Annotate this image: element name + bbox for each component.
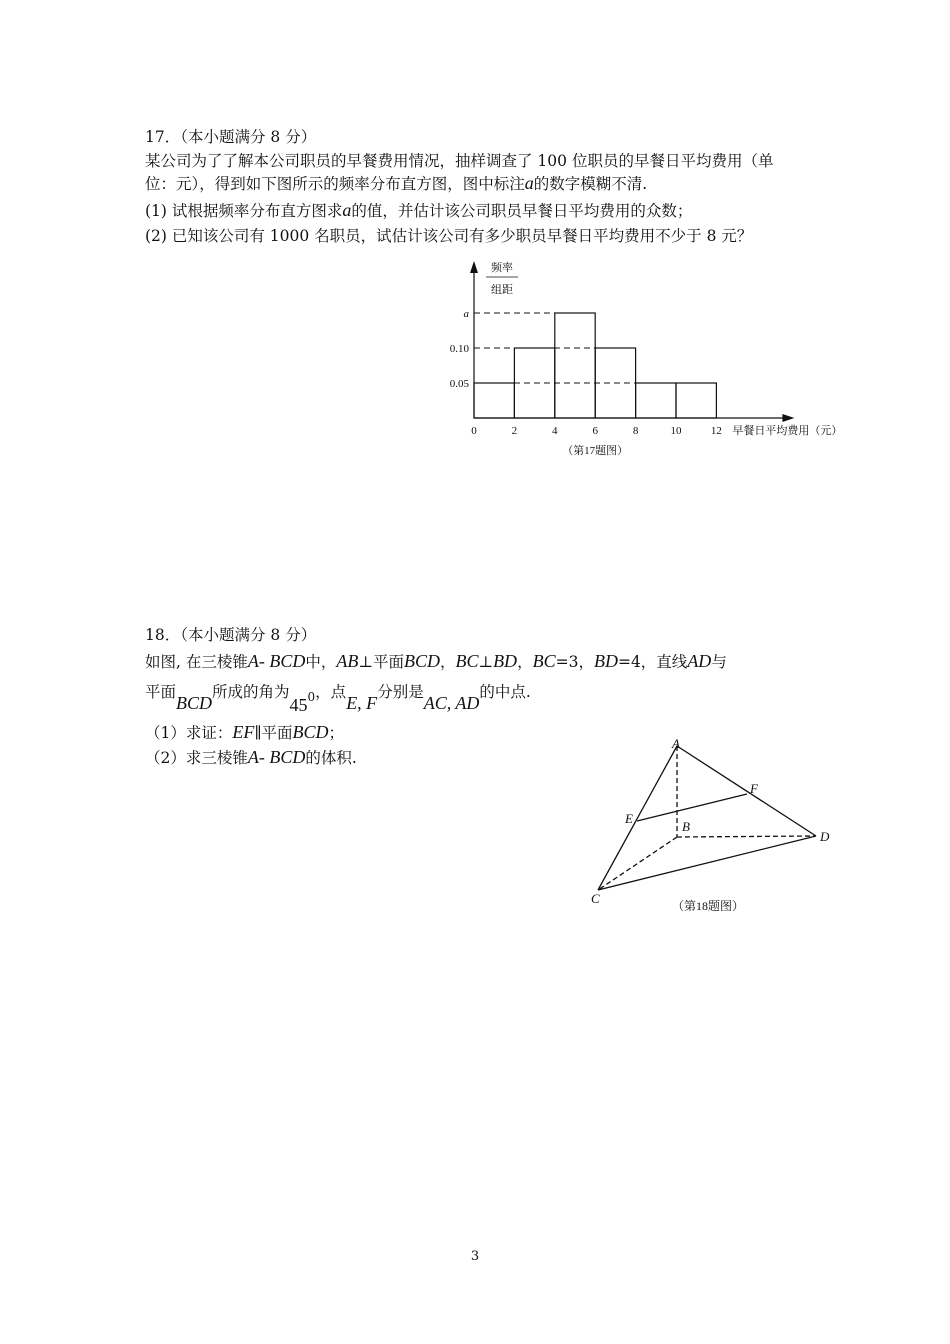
q18-l1-t2: 中， xyxy=(305,653,337,671)
q18-s1-m1: EF xyxy=(232,722,255,742)
q17-sub1-var-a: a xyxy=(342,200,352,220)
q18-s1-t2: ∥平面 xyxy=(254,724,293,742)
edge-BC xyxy=(598,837,677,890)
q18-title: 18．（本小题满分 8 分） xyxy=(145,626,317,644)
q18-l1-t1: 如图, 在三棱锥 xyxy=(145,653,248,671)
q18-s2-t1: （2）求三棱锥 xyxy=(145,749,248,767)
q18-l1-m1: A- BCD xyxy=(247,651,306,671)
q18-l1-m2: AB xyxy=(336,651,359,671)
q18-l2-t3: ，点 xyxy=(315,683,347,701)
q17-text-line2a: 位：元），得到如下图所示的频率分布直方图，图中标注 xyxy=(145,175,525,193)
edge-AD xyxy=(677,746,816,836)
histogram-bar xyxy=(636,383,676,418)
y-value-label: a xyxy=(463,308,469,320)
y-value-label: 0.10 xyxy=(449,343,469,355)
x-tick-label: 10 xyxy=(670,425,682,437)
label-D: D xyxy=(820,829,830,844)
histogram-bar xyxy=(514,348,554,418)
q18-l1-m8: AD xyxy=(687,651,712,671)
q18-l2-m1: BCD xyxy=(176,693,213,713)
q17-text-line1: 某公司为了了解本公司职员的早餐费用情况，抽样调查了 100 位职员的早餐日平均费用（单 xyxy=(145,152,774,170)
q17-sub1-a: (1) 试根据频率分布直方图求 xyxy=(145,202,343,220)
q17-title: 17．（本小题满分 8 分） xyxy=(145,128,317,146)
q18-l1-t7: =3， xyxy=(555,653,594,671)
q17-sub1-b: 的值，并估计该公司职员早餐日平均费用的众数； xyxy=(351,202,693,220)
q18-caption: （第18题图） xyxy=(672,899,745,913)
edge-CD xyxy=(598,836,816,890)
label-C: C xyxy=(591,891,600,906)
q18-s1-t1: （1）求证： xyxy=(145,724,233,742)
x-axis-arrow xyxy=(782,414,794,422)
x-tick-label: 6 xyxy=(592,425,598,437)
q18-l1-t4: ， xyxy=(439,653,456,671)
q18-l1-m6: BC xyxy=(532,651,556,671)
y-value-label: 0.05 xyxy=(449,378,469,390)
x-axis-label: 早餐日平均费用（元） xyxy=(732,425,843,437)
x-tick-label: 0 xyxy=(471,425,477,437)
q18-l1-t9: 与 xyxy=(711,653,727,671)
label-F: F xyxy=(750,781,758,796)
q18-s1-t3: ； xyxy=(328,724,345,742)
q18-l1-m7: BD xyxy=(593,651,618,671)
label-A: A xyxy=(672,736,680,751)
q18-l1-m3: BCD xyxy=(403,651,440,671)
q18-sub2 xyxy=(145,747,357,768)
edge-BD xyxy=(677,836,816,837)
label-B: B xyxy=(682,819,690,834)
y-label-denominator: 组距 xyxy=(491,284,513,296)
y-axis-arrow xyxy=(470,261,478,273)
histogram-bar xyxy=(676,383,716,418)
histogram-bar xyxy=(474,383,514,418)
q17-var-a: a xyxy=(524,173,534,193)
q18-l2-t2: 所成的角为 xyxy=(212,683,290,701)
tetrahedron-diagram xyxy=(580,730,840,925)
histogram-bar xyxy=(555,313,595,418)
q18-l1-m4: BC xyxy=(455,651,479,671)
q18-l2-sup: 0 xyxy=(307,690,316,704)
x-tick-label: 2 xyxy=(511,425,518,437)
q17-caption: （第17题图） xyxy=(562,445,629,457)
segment-EF xyxy=(637,794,747,821)
q18-l2-m2: 45 xyxy=(289,695,308,715)
q18-line2 xyxy=(145,678,531,719)
x-tick-label: 8 xyxy=(632,425,639,437)
edge-AC xyxy=(598,746,677,890)
label-E: E xyxy=(625,811,633,826)
q17-text-line2b: 的数字模糊不清. xyxy=(533,175,648,193)
q18-line1 xyxy=(145,651,727,672)
q18-l2-t4: 分别是 xyxy=(377,683,424,701)
page-number: 3 xyxy=(470,1249,480,1264)
histogram-chart xyxy=(430,255,870,465)
q18-l2-t1: 平面 xyxy=(145,683,177,701)
q17-sub2: (2) 已知该公司有 1000 名职员，试估计该公司有多少职员早餐日平均费用不少于 8 元？ xyxy=(145,227,753,245)
x-tick-label: 12 xyxy=(710,425,722,437)
q18-s1-m2: BCD xyxy=(292,722,329,742)
q18-l1-m5: BD xyxy=(493,651,518,671)
q17-text-line2 xyxy=(145,173,647,194)
q17-sub1 xyxy=(145,200,692,221)
q18-l1-t6: ， xyxy=(517,653,533,671)
q18-l1-t5: ⊥ xyxy=(478,653,494,671)
q18-l2-t5: 的中点. xyxy=(479,683,531,701)
q18-l2-m4: AC, AD xyxy=(423,693,480,713)
q18-l1-t3: ⊥平面 xyxy=(358,653,404,671)
q18-l2-m3: E, F xyxy=(346,693,378,713)
q18-s2-t2: 的体积. xyxy=(305,749,357,767)
q18-l1-t8: =4，直线 xyxy=(617,653,688,671)
y-label-numerator: 频率 xyxy=(491,262,513,274)
x-tick-label: 4 xyxy=(552,425,558,437)
q18-sub1 xyxy=(145,722,344,743)
q18-s2-m1: A- BCD xyxy=(247,747,306,767)
histogram-bar xyxy=(595,348,635,418)
